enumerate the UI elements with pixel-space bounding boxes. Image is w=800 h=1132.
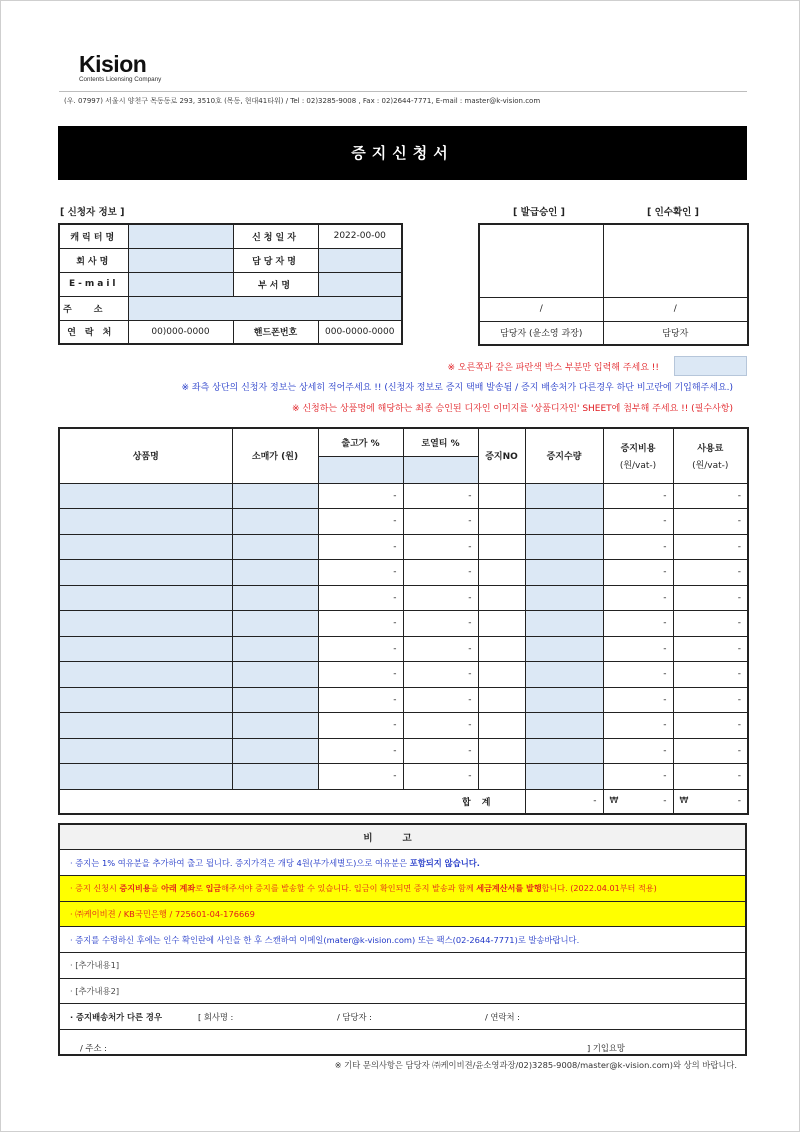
character-label: 캐릭터명 — [59, 224, 128, 248]
retail-price-cell[interactable] — [232, 611, 318, 637]
table-row — [59, 560, 748, 586]
remark-1-bold: 포함되지 않습니다. — [409, 857, 480, 868]
usage-fee-cell: - — [673, 483, 748, 509]
kvision-logo — [79, 53, 161, 83]
sticker-qty-cell[interactable] — [525, 687, 603, 713]
table-row — [59, 534, 748, 560]
royalty-cell: - — [403, 764, 478, 790]
product-name-cell[interactable] — [59, 738, 232, 764]
header-divider — [59, 91, 747, 92]
blue-box-sample — [674, 356, 747, 376]
ship-price-cell: - — [318, 509, 403, 535]
sticker-qty-cell[interactable] — [525, 585, 603, 611]
total-cost-value: - — [663, 796, 667, 807]
sticker-cost-cell: - — [603, 636, 673, 662]
sticker-no-cell[interactable] — [478, 585, 525, 611]
sticker-no-cell[interactable] — [478, 534, 525, 560]
company-label: 회사명 — [59, 248, 128, 272]
usage-fee-cell: - — [673, 509, 748, 535]
table-row — [59, 636, 748, 662]
ship-price-cell: - — [318, 611, 403, 637]
usage-fee-cell: - — [673, 560, 748, 586]
ship-rate-input[interactable] — [318, 456, 403, 483]
remark-ship-address-row — [59, 1030, 746, 1056]
sticker-cost-cell: - — [603, 611, 673, 637]
sticker-qty-cell[interactable] — [525, 662, 603, 688]
sticker-cost-cell: - — [603, 560, 673, 586]
retail-price-cell[interactable] — [232, 738, 318, 764]
header-cost-unit: (원/vat-) — [619, 460, 657, 471]
table-row — [59, 483, 748, 509]
sticker-qty-cell[interactable] — [525, 534, 603, 560]
remarks-table — [58, 823, 747, 1056]
sticker-qty-cell[interactable] — [525, 764, 603, 790]
remark-line-4: · 증지를 수령하신 후에는 인수 확인란에 사인을 한 후 스캔하여 이메일(mater@k-vision.com) 또는 팩스(02-2644-7771)로 발송바랍니다. — [59, 927, 746, 953]
sticker-qty-cell[interactable] — [525, 636, 603, 662]
royalty-cell: - — [403, 585, 478, 611]
remark-1-text: · 증지는 1% 여유분을 추가하여 출고 됩니다. 증지가격은 개당 4원(부가세별도)으로 여유분은 — [70, 857, 410, 868]
remark-extra-1[interactable]: · [추가내용1] — [59, 952, 746, 978]
header-fee — [673, 428, 748, 483]
total-fee-currency: ₩ — [679, 796, 689, 807]
receipt-sign-box[interactable] — [603, 224, 748, 297]
usage-fee-cell: - — [673, 585, 748, 611]
table-row — [59, 585, 748, 611]
sticker-qty-cell[interactable] — [525, 483, 603, 509]
remark-2-e: 로 — [195, 882, 206, 893]
company-address: (우. 07997) 서울시 양천구 목동동로 293, 3510호 (목동, 현대41타워) / Tel : 02)3285-9008 , Fax : 02)2644-7771, E-mail : master@k-vision.com — [64, 97, 541, 105]
royalty-cell: - — [403, 738, 478, 764]
royalty-cell: - — [403, 636, 478, 662]
retail-price-cell[interactable] — [232, 509, 318, 535]
royalty-cell: - — [403, 509, 478, 535]
header-retail: 소매가 (원) — [232, 428, 318, 483]
retail-price-cell[interactable] — [232, 483, 318, 509]
table-row — [59, 713, 748, 739]
header-royalty: 로열티 % — [403, 428, 478, 456]
remark-ship-row — [59, 1004, 746, 1030]
table-row — [59, 764, 748, 790]
date-label: 신청일자 — [233, 224, 318, 248]
ship-contact[interactable]: / 연락처 : — [485, 1011, 520, 1022]
remark-extra-2[interactable]: · [추가내용2] — [59, 978, 746, 1004]
ship-price-cell: - — [318, 764, 403, 790]
sticker-qty-cell[interactable] — [525, 611, 603, 637]
ship-price-cell: - — [318, 534, 403, 560]
email-label: E-mail — [59, 272, 128, 296]
usage-fee-cell: - — [673, 764, 748, 790]
sticker-cost-cell: - — [603, 585, 673, 611]
usage-fee-cell: - — [673, 687, 748, 713]
note-design-attach: ※ 신청하는 상품명에 해당하는 최종 승인된 디자인 이미지를 '상품디자인' SHEET에 첨부해 주세요 !! (필수사항) — [291, 404, 733, 414]
sticker-no-cell[interactable] — [478, 687, 525, 713]
retail-price-cell[interactable] — [232, 687, 318, 713]
logo-rest: ision — [95, 51, 147, 77]
address-label: 주소 — [59, 296, 128, 320]
footer-contact-note: ※ 기타 문의사항은 담당자 ㈜케이비젼/윤소영과장/02)3285-9008/master@k-vision.com)와 상의 바랍니다. — [334, 1060, 737, 1070]
remark-2-h: 세금계산서를 발행 — [476, 882, 542, 893]
remarks-title: 비고 — [59, 824, 746, 850]
sticker-cost-cell: - — [603, 713, 673, 739]
usage-fee-cell: - — [673, 534, 748, 560]
retail-price-cell[interactable] — [232, 713, 318, 739]
ship-price-cell: - — [318, 636, 403, 662]
sticker-cost-cell: - — [603, 662, 673, 688]
email-input[interactable] — [128, 272, 233, 296]
product-name-cell[interactable] — [59, 713, 232, 739]
total-fee — [673, 789, 748, 814]
remark-2-a: · 증지 신청시 — [70, 882, 120, 893]
ship-price-cell: - — [318, 483, 403, 509]
applicant-table — [58, 223, 403, 345]
approval-date-slash: / — [479, 297, 603, 321]
remark-2-b: 증지비용 — [119, 882, 151, 893]
ship-price-cell: - — [318, 687, 403, 713]
product-table — [58, 427, 749, 815]
remark-2-g: 해주셔야 증지를 발송할 수 있습니다. 입금이 확인되면 증지 발송과 함께 — [221, 882, 477, 893]
remark-line-2 — [59, 875, 746, 901]
retail-price-cell[interactable] — [232, 636, 318, 662]
sticker-no-cell[interactable] — [478, 713, 525, 739]
header-qty: 증지수량 — [525, 428, 603, 483]
royalty-cell: - — [403, 483, 478, 509]
table-row — [59, 738, 748, 764]
total-qty: - — [525, 789, 603, 814]
sticker-cost-cell: - — [603, 738, 673, 764]
ship-price-cell: - — [318, 662, 403, 688]
dept-input[interactable] — [318, 272, 402, 296]
sticker-cost-cell: - — [603, 483, 673, 509]
royalty-cell: - — [403, 560, 478, 586]
usage-fee-cell: - — [673, 738, 748, 764]
approval-table — [478, 223, 749, 346]
mobile-value[interactable]: 000-0000-0000 — [318, 320, 402, 344]
sticker-qty-cell[interactable] — [525, 509, 603, 535]
header-fee-unit: (원/vat-) — [692, 460, 729, 471]
retail-price-cell[interactable] — [232, 560, 318, 586]
header-cost — [603, 428, 673, 483]
ship-company[interactable]: [ 회사명 : — [198, 1011, 234, 1022]
product-name-cell[interactable] — [59, 636, 232, 662]
approval-section-label: [ 발급승인 ] — [513, 207, 566, 218]
ship-price-cell: - — [318, 738, 403, 764]
product-name-cell[interactable] — [59, 764, 232, 790]
remark-line-1 — [59, 850, 746, 876]
royalty-cell: - — [403, 611, 478, 637]
header-product: 상품명 — [59, 428, 232, 483]
remark-2-c: 을 — [150, 882, 162, 893]
header-ship-rate: 출고가 % — [318, 428, 403, 456]
ship-price-cell: - — [318, 560, 403, 586]
usage-fee-cell: - — [673, 611, 748, 637]
sticker-cost-cell: - — [603, 534, 673, 560]
receipt-section-label: [ 인수확인 ] — [647, 207, 700, 218]
product-name-cell[interactable] — [59, 662, 232, 688]
sticker-no-cell[interactable] — [478, 738, 525, 764]
total-cost-currency: ₩ — [609, 796, 619, 807]
note-applicant-detail: ※ 좌측 상단의 신청자 정보는 상세히 적어주세요 !! (신청자 정보로 증지 택배 발송됨 / 증지 배송처가 다른경우 하단 비고란에 기입해주세요.) — [181, 383, 733, 393]
sticker-no-cell[interactable] — [478, 483, 525, 509]
usage-fee-cell: - — [673, 636, 748, 662]
product-name-cell[interactable] — [59, 585, 232, 611]
sticker-cost-cell: - — [603, 764, 673, 790]
product-name-cell[interactable] — [59, 611, 232, 637]
sticker-cost-cell: - — [603, 687, 673, 713]
company-input[interactable] — [128, 248, 233, 272]
royalty-cell: - — [403, 662, 478, 688]
remark-2-i: 합니다. (2022.04.01부터 적용) — [541, 882, 657, 893]
logo-subtitle: Contents Licensing Company — [79, 76, 162, 83]
royalty-cell: - — [403, 534, 478, 560]
date-value[interactable]: 2022-00-00 — [318, 224, 402, 248]
manager-input[interactable] — [318, 248, 402, 272]
manager-label: 담당자명 — [233, 248, 318, 272]
usage-fee-cell: - — [673, 662, 748, 688]
sticker-no-cell[interactable] — [478, 509, 525, 535]
product-name-cell[interactable] — [59, 509, 232, 535]
dept-label: 부서명 — [233, 272, 318, 296]
contact-value[interactable]: 00)000-0000 — [128, 320, 233, 344]
product-name-cell[interactable] — [59, 483, 232, 509]
header-sticker-no: 증지NO — [478, 428, 525, 483]
ship-price-cell: - — [318, 585, 403, 611]
approval-sign-box[interactable] — [479, 224, 603, 297]
sticker-qty-cell[interactable] — [525, 738, 603, 764]
applicant-section-label: [ 신청자 정보 ] — [60, 207, 125, 218]
sticker-no-cell[interactable] — [478, 560, 525, 586]
approval-manager: 담당자 (윤소영 과장) — [479, 321, 603, 345]
table-row — [59, 509, 748, 535]
retail-price-cell[interactable] — [232, 585, 318, 611]
sticker-no-cell[interactable] — [478, 611, 525, 637]
ship-manager[interactable]: / 담당자 : — [337, 1011, 372, 1022]
ship-end: ] 기입요망 — [587, 1043, 625, 1054]
product-name-cell[interactable] — [59, 687, 232, 713]
contact-label: 연락처 — [59, 320, 128, 344]
ship-address[interactable]: / 주소 : — [80, 1043, 107, 1054]
ship-price-cell: - — [318, 713, 403, 739]
logo-k: K — [79, 51, 96, 77]
total-fee-value: - — [737, 796, 741, 807]
sticker-qty-cell[interactable] — [525, 560, 603, 586]
product-name-cell[interactable] — [59, 534, 232, 560]
total-cost — [603, 789, 673, 814]
ship-label: · 증지배송처가 다른 경우 — [70, 1011, 162, 1022]
sticker-cost-cell: - — [603, 509, 673, 535]
remark-2-d: 아래 계좌 — [161, 882, 196, 893]
sticker-no-cell[interactable] — [478, 764, 525, 790]
sticker-no-cell[interactable] — [478, 662, 525, 688]
receipt-manager: 담당자 — [603, 321, 748, 345]
receipt-date-slash: / — [603, 297, 748, 321]
product-name-cell[interactable] — [59, 560, 232, 586]
table-row — [59, 687, 748, 713]
product-rows — [59, 483, 748, 789]
header-fee-title: 사용료 — [697, 443, 724, 454]
retail-price-cell[interactable] — [232, 534, 318, 560]
header-cost-title: 증지비용 — [620, 443, 656, 454]
total-label: 합 계 — [59, 789, 525, 814]
royalty-input[interactable] — [403, 456, 478, 483]
remark-bank-account: · ㈜케이비젼 / KB국민은행 / 725601-04-176669 — [59, 901, 746, 927]
note-blue-box-only: ※ 오른쪽과 같은 파란색 박스 부분만 입력해 주세요 !! — [447, 363, 659, 373]
retail-price-cell[interactable] — [232, 662, 318, 688]
mobile-label: 핸드폰번호 — [233, 320, 318, 344]
table-row — [59, 611, 748, 637]
character-input[interactable] — [128, 224, 233, 248]
sticker-no-cell[interactable] — [478, 636, 525, 662]
table-row — [59, 662, 748, 688]
royalty-cell: - — [403, 687, 478, 713]
usage-fee-cell: - — [673, 713, 748, 739]
address-input[interactable] — [128, 296, 402, 320]
remark-2-f: 입금 — [205, 882, 222, 893]
sticker-qty-cell[interactable] — [525, 713, 603, 739]
royalty-cell: - — [403, 713, 478, 739]
form-title: 증지신청서 — [58, 126, 747, 180]
retail-price-cell[interactable] — [232, 764, 318, 790]
